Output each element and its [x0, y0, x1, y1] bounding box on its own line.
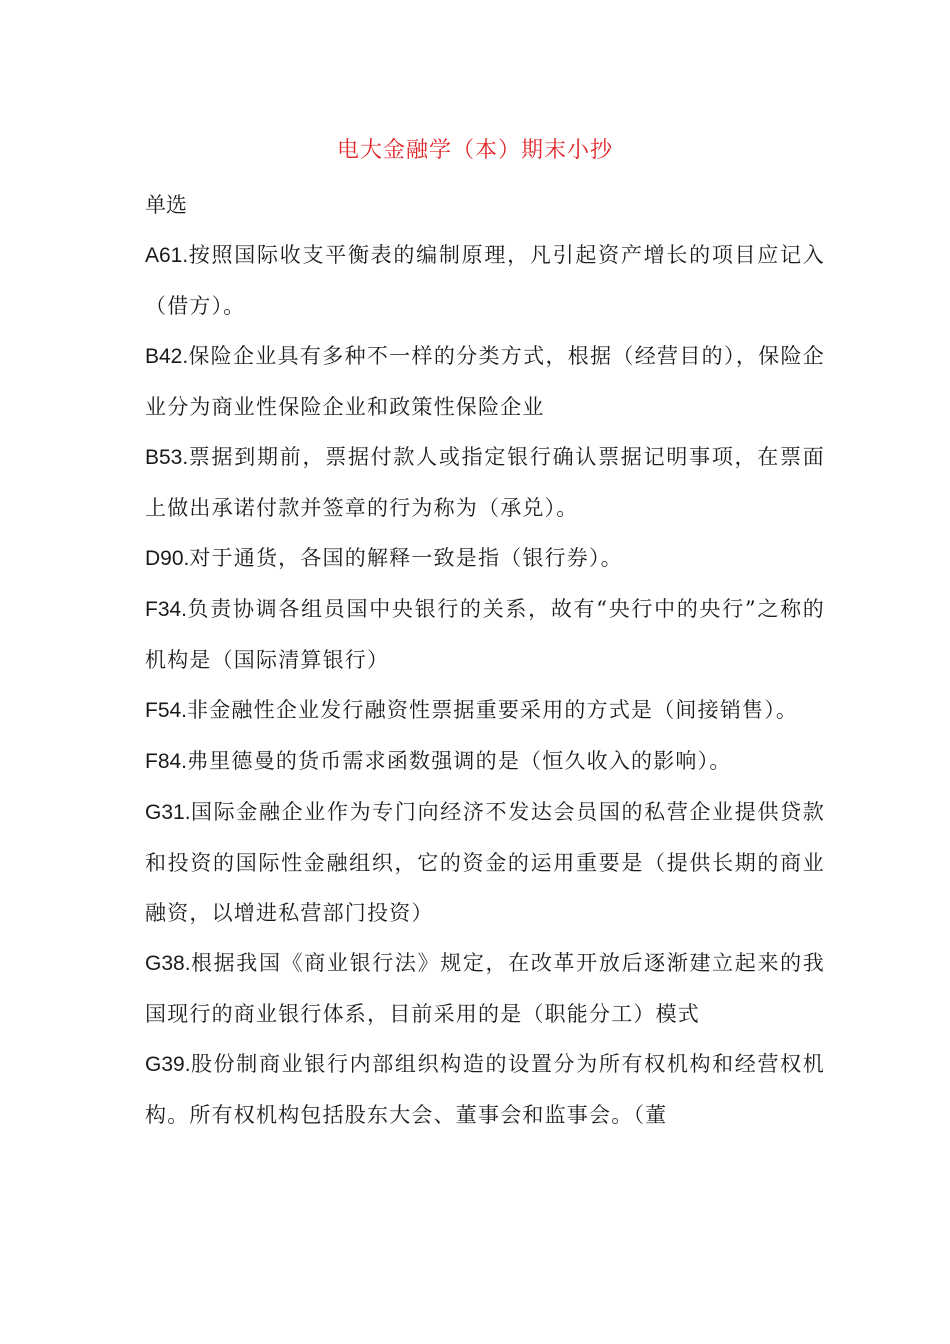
question-code: G39. — [145, 1053, 191, 1076]
question-item — [145, 331, 825, 432]
question-code: F34. — [145, 598, 188, 621]
question-item — [145, 1039, 825, 1140]
question-text: 国际金融企业作为专门向经济不发达会员国的私营企业提供贷款和投资的国际性金融组织，它的资金的运用重要是（提供长期的商业融资，以增进私营部门投资） — [145, 800, 825, 925]
question-text: 负责协调各组员国中央银行的关系，故有“央行中的央行”之称的机构是（国际清算银行） — [145, 597, 825, 672]
question-text: 保险企业具有多种不一样的分类方式，根据（经营目的），保险企业分为商业性保险企业和政策性保险企业 — [145, 344, 825, 419]
question-item — [145, 432, 825, 533]
question-text: 非金融性企业发行融资性票据重要采用的方式是（间接销售）。 — [187, 698, 799, 722]
question-code: D90. — [145, 547, 190, 570]
document-body — [145, 180, 825, 1140]
question-item — [145, 584, 825, 685]
question-code: F84. — [145, 750, 188, 773]
question-text: 根据我国《商业银行法》规定，在改革开放后逐渐建立起来的我国现行的商业银行体系，目前采用的是（职能分工）模式 — [145, 951, 825, 1026]
question-text: 票据到期前，票据付款人或指定银行确认票据记明事项，在票面上做出承诺付款并签章的行为称为（承兑）。 — [145, 445, 825, 520]
question-text: 弗里德曼的货币需求函数强调的是（恒久收入的影响）。 — [187, 749, 732, 773]
question-code: A61. — [145, 244, 189, 267]
question-item — [145, 230, 825, 331]
question-code: G38. — [145, 952, 191, 975]
question-item — [145, 938, 825, 1039]
question-item — [145, 787, 825, 938]
question-code: B53. — [145, 446, 189, 469]
question-code: F54. — [145, 699, 188, 722]
document-title: 电大金融学（本）期末小抄 — [336, 138, 613, 163]
question-text: 股份制商业银行内部组织构造的设置分为所有权机构和经营权机构。所有权机构包括股东大会、董事会和监事会。（董 — [145, 1052, 825, 1127]
question-item — [145, 533, 825, 584]
question-item — [145, 685, 825, 736]
question-code: G31. — [145, 801, 191, 824]
question-code: B42. — [145, 345, 189, 368]
section-label: 单选 — [145, 193, 187, 217]
question-text: 对于通货，各国的解释一致是指（银行券）。 — [189, 546, 623, 570]
question-item — [145, 736, 825, 787]
question-text: 按照国际收支平衡表的编制原理，凡引起资产增长的项目应记入（借方）。 — [145, 243, 825, 318]
